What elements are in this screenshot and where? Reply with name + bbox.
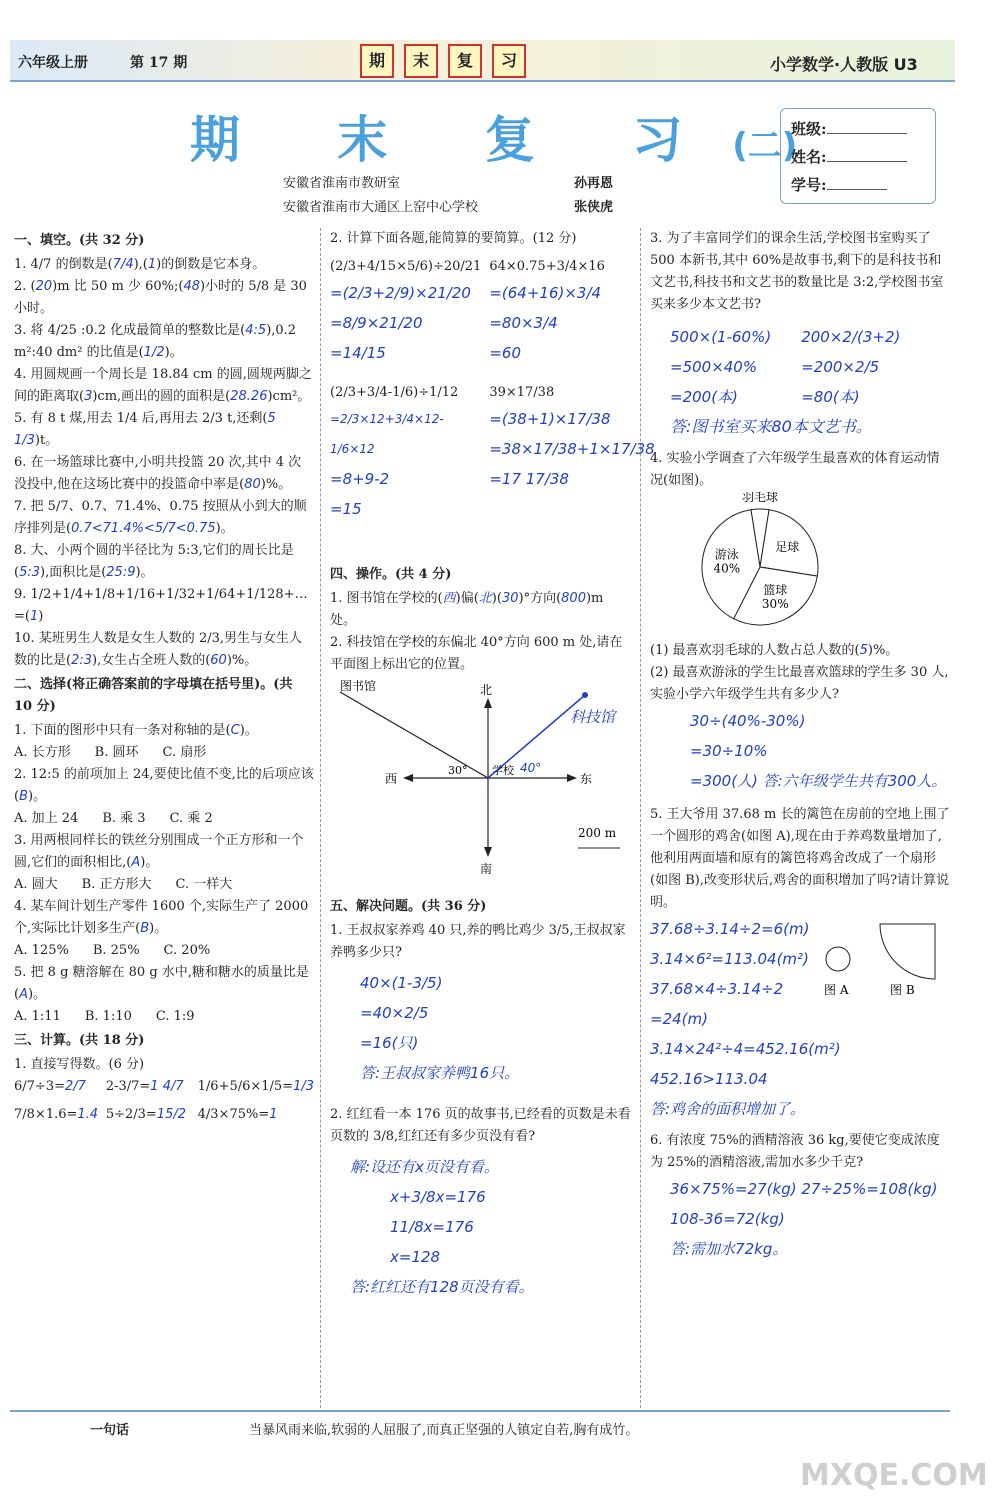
section-calc: 三、计算。(共 18 分) — [14, 1033, 145, 1048]
s5-q3: 3. 为了丰富同学们的课余生活,学校图书室购买了 500 本新书,其中 60%是故事书,剩下的是科技书和文艺书,科技书和文艺书的数量比是 3:2,学校图书室买来多少本文艺书? — [650, 231, 944, 312]
s2-q4: 4. 某车间计划生产零件 1600 个,实际生产了 2000 个,实际比计划多生产(B)。 A. 125% B. 25% C. 20% — [14, 899, 309, 958]
s1-q7: 7. 把 5/7、0.7、71.4%、0.75 按照从小到大的顺序排列是(0.7<71.4%<5/7<0.75)。 — [14, 499, 307, 536]
name-field[interactable]: 姓名: — [791, 143, 925, 171]
s1-q8: 8. 大、小两个圆的半径比为 5:3,它们的周长比是(5:3),面积比是(25:9)。 — [14, 543, 294, 580]
s3-q1: 1. 直接写得数。(6 分) — [14, 1057, 145, 1072]
s1-q9: 9. 1/2+1/4+1/8+1/16+1/32+1/64+1/128+…=(1) — [14, 587, 308, 624]
figure-a-label: 图 A — [824, 983, 849, 997]
s4-q2: 2. 科技馆在学校的东偏北 40°方向 600 m 处,请在平面图上标出它的位置。 — [330, 635, 623, 672]
s5-q3-answer: 答:图书室买来80本文艺书。 — [670, 417, 872, 436]
direction-map — [330, 680, 630, 880]
s5-q3-solution: 500×(1-60%) =500×40% =200(本) 200×2/(3+2) =200×2/5 =80(本) — [670, 328, 901, 406]
pie-label-2: 30% — [761, 596, 789, 611]
s5-q5: 5. 王大爷用 37.68 m 长的篱笆在房前的空地上围了一个圆形的鸡舍(如图 A),现在由于养鸡数量增加了,他利用两面墙和原有的篱笆将鸡舍改成了一个扇形(如图 B),改变形状后,鸡舍的面积增加了吗?请计算说明。 — [650, 807, 950, 910]
s1-q4: 4. 用圆规画一个周长是 18.84 cm 的圆,圆规两脚之间的距离取(3)cm,画出的圆的面积是(28.26)cm²。 — [14, 367, 312, 404]
s5-q2-solution: 解:设还有x页没有看。 x+3/8x=176 11/8x=176 x=128 答:红红还有128页没有看。 — [350, 1158, 534, 1296]
s5-q2: 2. 红红看一本 176 页的故事书,已经看的页数是未看页数的 3/8,红红还有多少页没有看? — [330, 1107, 631, 1144]
column-2 — [330, 228, 655, 1430]
figure-b-sector — [880, 924, 935, 979]
oral-grid: 6/7÷3=2/7 2-3/7=1 4/7 1/6+5/6×1/5=1/3 7/8×1.6=1.4 5÷2/3=15/2 4/3×75%=1 — [14, 1079, 314, 1122]
s1-q6: 6. 在一场篮球比赛中,小明共投篮 20 次,其中 4 次没投中,他在这场比赛中的投篮命中率是(80)%。 — [14, 455, 302, 492]
calc-grid: (2/3+4/15×5/6)÷20/21 =(2/3+2/9)×21/20 =8/9×21/20 =14/15 64×0.75+3/4×16 =(64+16)×3/4 =80×3/4 =60 (2/3+3/4-1/6)÷1/12 =2/3×12+3/4×12-1/6×12 =8+9-2 =15 39×17/38 =(38+1)×17/38 =38×17/38+1×17/38 =17 17/38 — [330, 259, 655, 518]
s5-q4-sub1: (1) 最喜欢羽毛球的人数占总人数的(5)%。 — [650, 643, 899, 658]
angle-40-label: 40° — [520, 761, 542, 775]
scale-label: 200 m — [578, 826, 617, 840]
museum-label: 科技馆 — [570, 708, 616, 726]
footer-label: 一句话 — [90, 1422, 130, 1438]
pie-label-0: 羽毛球 — [741, 492, 779, 504]
s5-q5-solution: 37.68÷3.14÷2=6(m) 3.14×6²=113.04(m²) 37.68×4÷3.14÷2 =24(m) 3.14×24²÷4=452.16(m²) 452.16>113.04 答:鸡舍的面积增加了。 图 A 图 B — [650, 914, 950, 1124]
header-issue: 第 17 期 — [130, 55, 188, 71]
class-field[interactable]: 班级: — [791, 115, 925, 143]
student-info-box — [780, 108, 936, 204]
col-divider — [320, 228, 321, 1408]
s1-q10: 10. 某班男生人数是女生人数的 2/3,男生与女生人数的比是(2:3),女生占全班人数的(60)%。 — [14, 631, 302, 668]
figure-a-circle — [826, 947, 850, 971]
footer-quote: 当暴风雨来临,软弱的人屈服了,而真正坚强的人镇定自若,胸有成竹。 — [249, 1422, 639, 1438]
section-problems: 五、解决问题。(共 36 分) — [330, 899, 487, 914]
figure-b-label: 图 B — [890, 983, 915, 997]
section-fill-blank: 一、填空。(共 32 分) — [14, 233, 145, 248]
s2-q3: 3. 用两根同样长的铁丝分别围成一个正方形和一个圆,它们的面积相比,(A)。 A. 圆大 B. 正方形大 C. 一样大 — [14, 833, 304, 892]
sports-pie-chart — [650, 492, 950, 632]
badge: 习 — [492, 44, 526, 78]
s2-q2: 2. 12:5 的前项加上 24,要使比值不变,比的后项应该(B)。 A. 加上 24 B. 乘 3 C. 乘 2 — [14, 767, 314, 826]
s1-q5: 5. 有 8 t 煤,用去 1/4 后,再用去 2/3 t,还剩(5 1/3)t。 — [14, 411, 276, 448]
number-field[interactable]: 学号: — [791, 171, 925, 199]
s5-q1: 1. 王叔叔家养鸡 40 只,养的鸭比鸡少 3/5,王叔叔家养鸭多少只? — [330, 923, 626, 960]
arrow-east — [567, 774, 577, 782]
museum-point — [582, 692, 588, 698]
s1-q2: 2. (20)m 比 50 m 少 60%;(48)小时的 5/8 是 30 小时。 — [14, 279, 307, 316]
header-subject: 小学数学·人教版 U3 — [770, 55, 918, 74]
s3-q2: 2. 计算下面各题,能简算的要简算。(12 分) — [330, 231, 577, 246]
watermark: MXQE.COM — [800, 1458, 988, 1493]
s5-q6-solution: 36×75%=27(kg) 27÷25%=108(kg) 108-36=72(kg) 答:需加水72kg。 — [670, 1180, 938, 1258]
s5-q4: 4. 实验小学调查了六年级学生最喜欢的体育运动情况(如图)。 — [650, 451, 940, 488]
library-label: 图书馆 — [340, 680, 377, 693]
figures-ab — [810, 914, 950, 1004]
authors: 安徽省淮南市教研室 孙再恩 安徽省淮南市大通区上窑中心学校 张侠虎 — [283, 176, 613, 215]
column-1 — [14, 228, 314, 1430]
page-title: 期 末 复 习 (二) — [190, 111, 798, 169]
pie-label-3: 游泳 — [714, 547, 739, 562]
s5-q4-sub2: (2) 最喜欢游泳的学生比最喜欢篮球的学生多 30 人,实验小学六年级学生共有多少人? — [650, 665, 949, 702]
s1-q1: 1. 4/7 的倒数是(7/4),(1)的倒数是它本身。 — [14, 257, 266, 272]
badge: 期 — [360, 44, 394, 78]
section-choice: 二、选择(将正确答案前的字母填在括号里)。(共 10 分) — [14, 677, 293, 714]
pie-label-1: 足球 — [775, 540, 800, 555]
column-3 — [650, 228, 950, 1430]
arrow-south — [484, 847, 492, 857]
pie-label-3: 40% — [713, 561, 741, 576]
north-label: 北 — [480, 683, 493, 697]
s5-q6: 6. 有浓度 75%的酒精溶液 36 kg,要使它变成浓度为 25%的酒精溶液,需加水多少千克? — [650, 1133, 940, 1170]
s5-q4-solution: 30÷(40%-30%) =30÷10% =300(人) 答:六年级学生共有300人。 — [690, 712, 947, 790]
s4-q1: 1. 图书馆在学校的(西)偏(北)(30)°方向(800)m 处。 — [330, 591, 604, 628]
arrow-north — [484, 698, 492, 708]
header-badges — [360, 44, 526, 78]
footer — [10, 1410, 950, 1444]
s2-q1: 1. 下面的图形中只有一条对称轴的是(C)。 A. 长方形 B. 圆环 C. 扇形 — [14, 723, 258, 760]
header-grade: 六年级上册 — [18, 55, 88, 71]
arrow-west — [403, 774, 413, 782]
badge: 末 — [404, 44, 438, 78]
school-label: 学校 — [492, 764, 514, 777]
east-label: 东 — [580, 772, 593, 786]
s5-q1-solution: 40×(1-3/5) =40×2/5 =16(只) 答:王叔叔家养鸭16只。 — [360, 974, 520, 1082]
s1-q3: 3. 将 4/25 :0.2 化成最简单的整数比是(4:5),0.2 m²:40 dm² 的比值是(1/2)。 — [14, 323, 297, 360]
south-label: 南 — [480, 862, 493, 876]
west-label: 西 — [385, 772, 398, 786]
angle-30-label: 30° — [448, 764, 468, 777]
pie-label-2: 篮球 — [763, 582, 788, 597]
badge: 复 — [448, 44, 482, 78]
section-operation: 四、操作。(共 4 分) — [330, 567, 452, 582]
s2-q5: 5. 把 8 g 糖溶解在 80 g 水中,糖和糖水的质量比是(A)。 A. 1:11 B. 1:10 C. 1:9 — [14, 965, 309, 1024]
